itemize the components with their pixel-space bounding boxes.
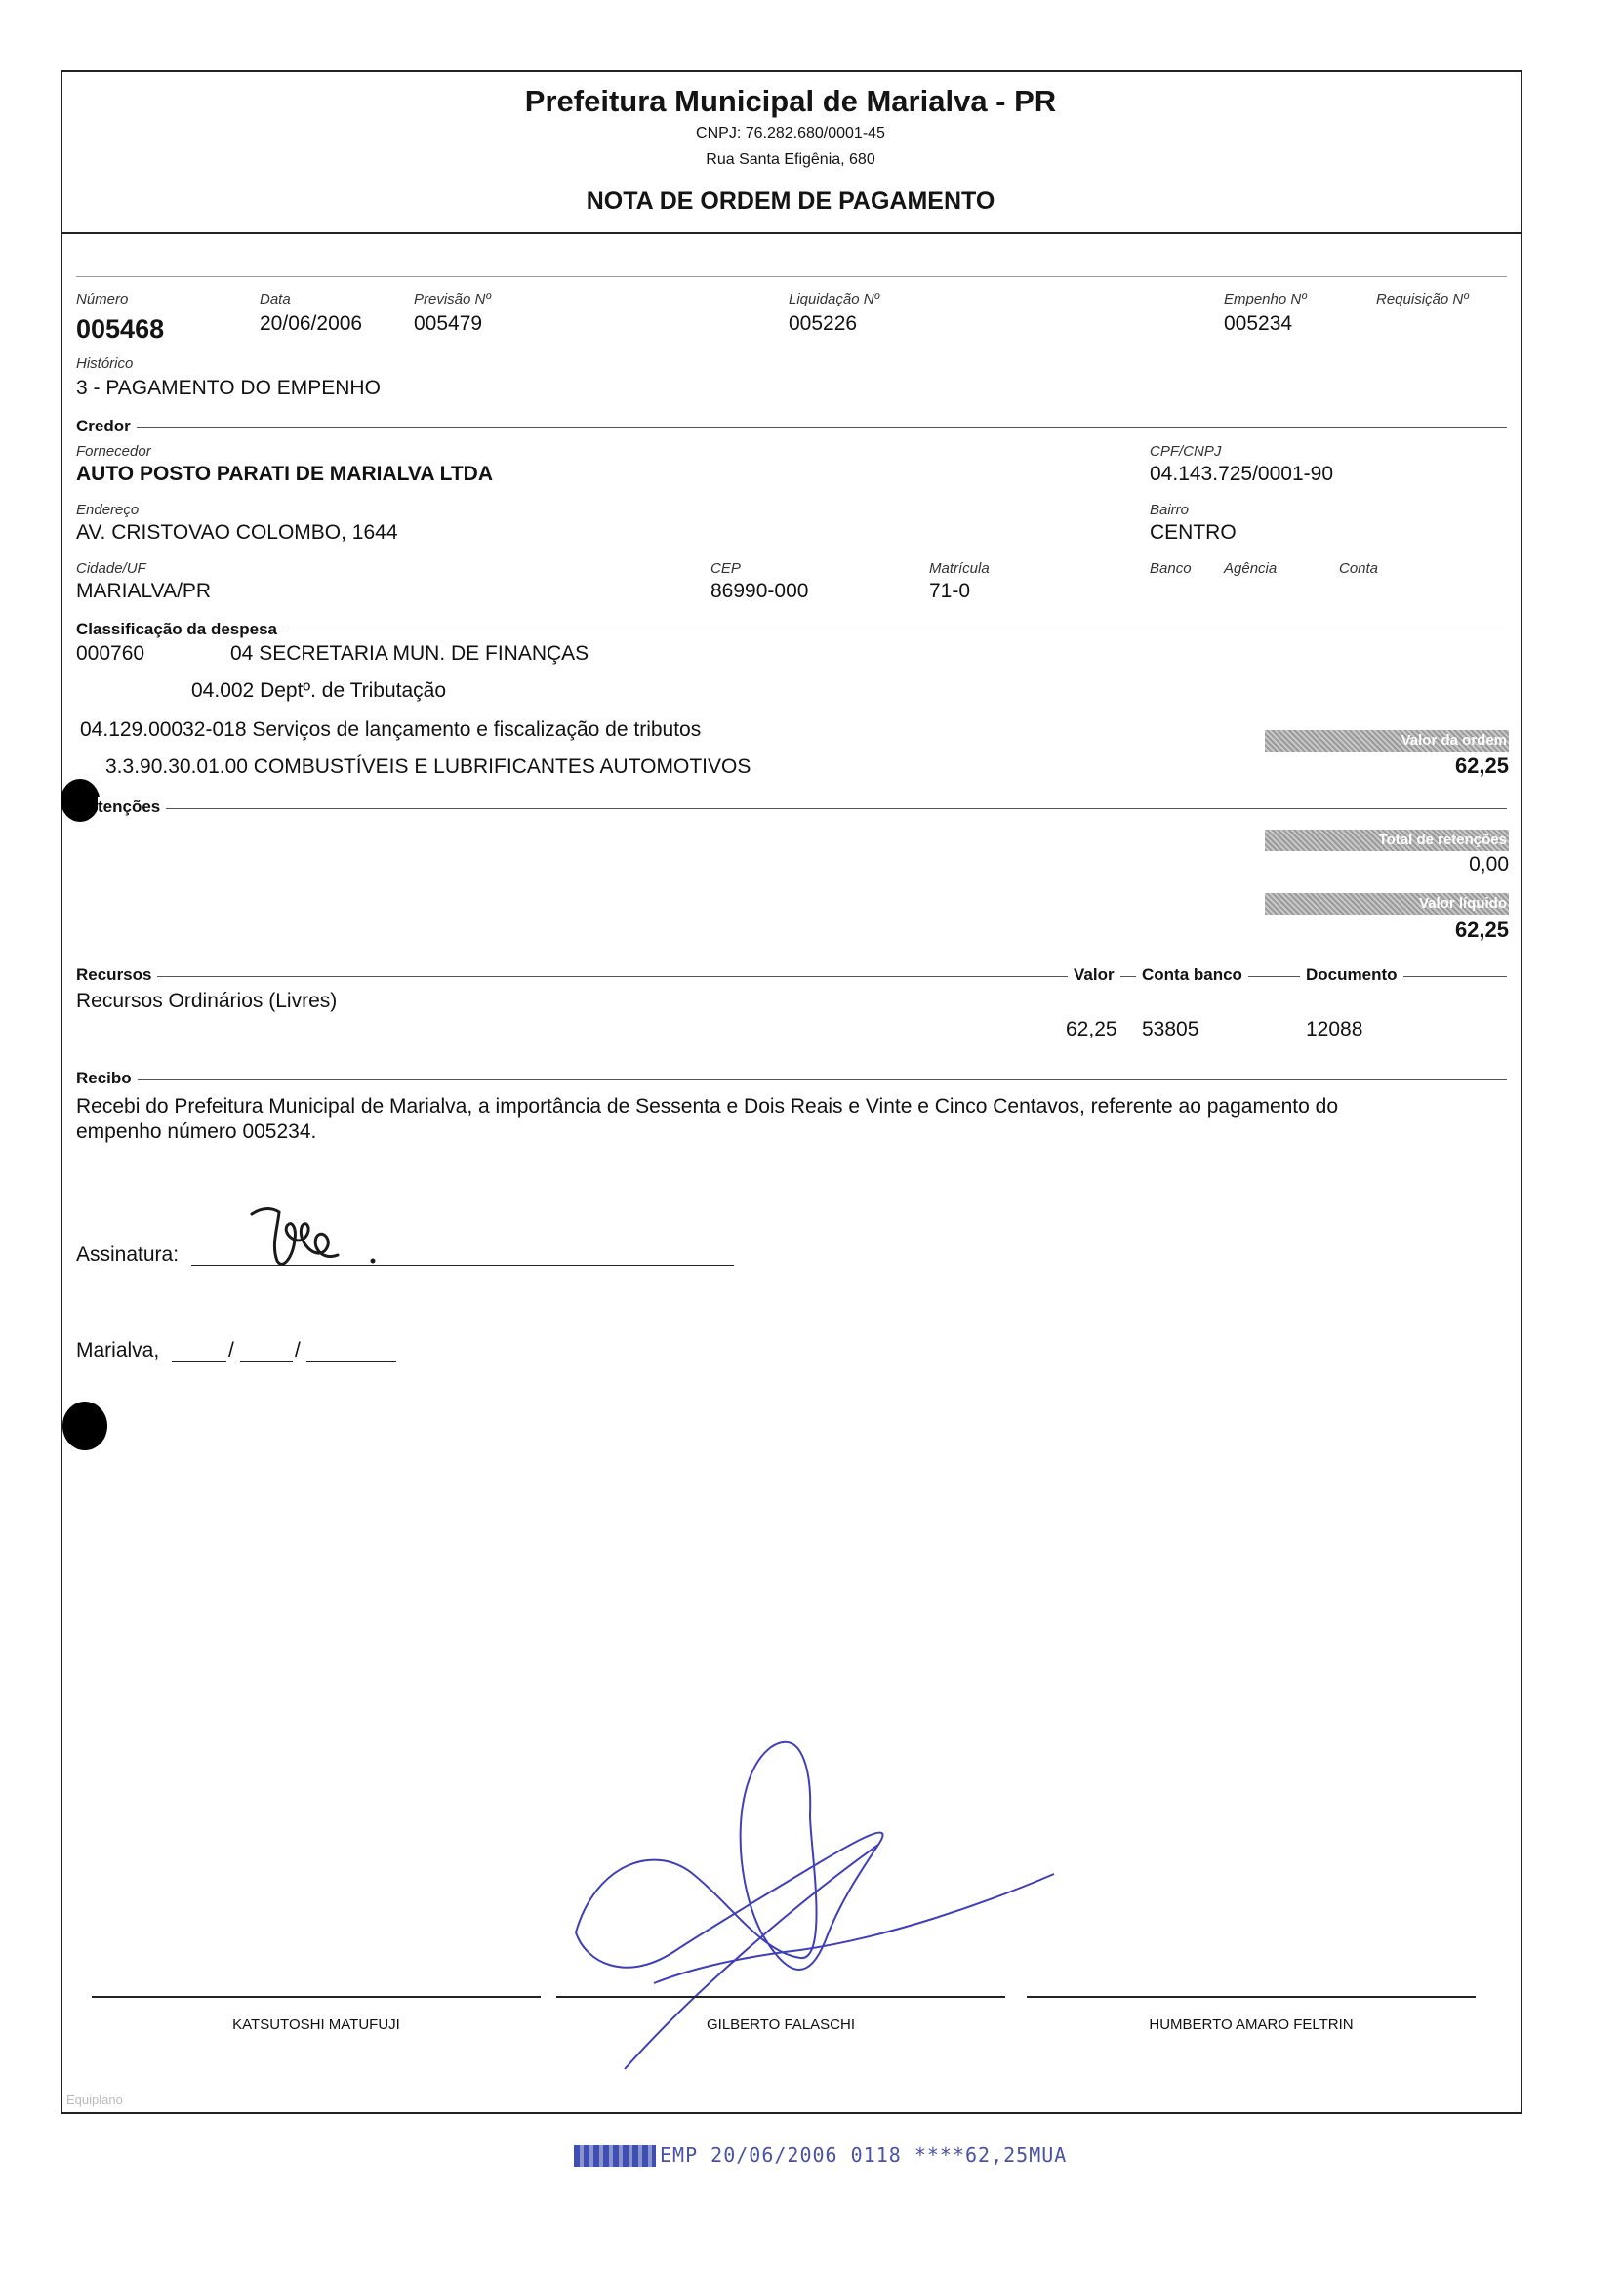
cpf-value: 04.143.725/0001-90 [1150, 463, 1334, 485]
classificacao-heading: Classificação da despesa [76, 620, 283, 639]
previsao-label: Previsão Nº [414, 291, 491, 307]
header-divider [61, 232, 1522, 234]
date-line-month [240, 1361, 293, 1362]
data-label: Data [260, 291, 291, 307]
credor-heading: Credor [76, 417, 137, 436]
recursos-conta-label: Conta banco [1136, 965, 1248, 985]
cep-value: 86990-000 [710, 580, 809, 602]
cep-label: CEP [710, 560, 741, 577]
assinatura-label: Assinatura: [76, 1243, 180, 1266]
valor-ordem-value: 62,25 [1454, 753, 1509, 778]
fornecedor-label: Fornecedor [76, 443, 151, 460]
recursos-rule [76, 976, 1507, 977]
signature-name-1: KATSUTOSHI MATUFUJI [232, 2016, 400, 2033]
signature-name-3: HUMBERTO AMARO FELTRIN [1149, 2016, 1354, 2033]
date-line-year [306, 1361, 396, 1362]
recibo-text-line2: empenho número 005234. [76, 1120, 317, 1143]
endereco-label: Endereço [76, 502, 140, 518]
handwritten-signature [244, 1200, 400, 1279]
header-address: Rua Santa Efigênia, 680 [706, 151, 875, 168]
bairro-label: Bairro [1150, 502, 1190, 518]
signature-line-1 [92, 1996, 541, 1998]
valor-ordem-label: Valor da ordem [1401, 732, 1507, 749]
empenho-label: Empenho Nº [1224, 291, 1307, 307]
retencoes-heading: tenções [98, 797, 166, 817]
recibo-text-line1: Recebi do Prefeitura Municipal de Marialva, a importância de Sessenta e Dois Reais e Vinte e Cinco Centavos, referente ao pagamento do [76, 1095, 1339, 1118]
requisicao-label: Requisição Nº [1376, 291, 1469, 307]
signature-line-3 [1027, 1996, 1476, 1998]
recursos-conta: 53805 [1142, 1018, 1199, 1040]
recursos-valor-label: Valor [1068, 965, 1120, 985]
historico-label: Histórico [76, 355, 134, 372]
cpf-label: CPF/CNPJ [1150, 443, 1222, 460]
previsao-value: 005479 [414, 312, 483, 335]
conta-label: Conta [1339, 560, 1379, 577]
top-rule [76, 276, 1507, 277]
recursos-descricao: Recursos Ordinários (Livres) [76, 990, 338, 1012]
software-watermark: Equiplano [66, 2093, 123, 2107]
banco-label: Banco [1150, 560, 1192, 577]
classificacao-programa: 04.129.00032-018 Serviços de lançamento e fiscalização de tributos [80, 718, 702, 741]
recursos-valor: 62,25 [1066, 1018, 1117, 1040]
classificacao-elemento: 3.3.90.30.01.00 COMBUSTÍVEIS E LUBRIFICANTES AUTOMOTIVOS [105, 755, 751, 778]
signature-name-2: GILBERTO FALASCHI [707, 2016, 855, 2033]
classificacao-secretaria: 04 SECRETARIA MUN. DE FINANÇAS [230, 642, 589, 665]
date-line-day [172, 1361, 226, 1362]
endereco-value: AV. CRISTOVAO COLOMBO, 1644 [76, 521, 398, 544]
recursos-documento: 12088 [1306, 1018, 1363, 1040]
recibo-rule [76, 1079, 1507, 1080]
retencoes-rule [98, 808, 1507, 809]
liquidacao-label: Liquidação Nº [789, 291, 880, 307]
cidade-label: Cidade/UF [76, 560, 146, 577]
valor-liquido-label: Valor líquido [1418, 895, 1507, 912]
classificacao-departamento: 04.002 Deptº. de Tributação [191, 679, 447, 702]
fornecedor-value: AUTO POSTO PARATI DE MARIALVA LTDA [76, 463, 493, 485]
date-slash-1: / [228, 1339, 234, 1362]
agencia-label: Agência [1224, 560, 1278, 577]
recibo-heading: Recibo [76, 1069, 138, 1088]
header-cnpj: CNPJ: 76.282.680/0001-45 [696, 125, 885, 142]
empenho-value: 005234 [1224, 312, 1293, 335]
data-value: 20/06/2006 [260, 312, 363, 335]
historico-value: 3 - PAGAMENTO DO EMPENHO [76, 377, 381, 399]
valor-liquido-bar [1265, 893, 1509, 915]
authentication-stamp-logo [574, 2145, 656, 2167]
credor-rule [76, 427, 1507, 428]
total-retencoes-label: Total de retenções [1378, 832, 1507, 848]
liquidacao-value: 005226 [789, 312, 858, 335]
blue-ink-signature [566, 1728, 1074, 2089]
recursos-documento-label: Documento [1300, 965, 1403, 985]
punch-hole-top [61, 779, 100, 822]
numero-label: Número [76, 291, 129, 307]
page-title: Prefeitura Municipal de Marialva - PR [524, 84, 1057, 118]
bairro-value: CENTRO [1150, 521, 1237, 544]
punch-hole-bottom [62, 1402, 107, 1450]
authentication-stamp: EMP 20/06/2006 0118 ****62,25MUA [660, 2143, 1068, 2167]
recursos-heading: Recursos [76, 965, 157, 985]
local-data-label: Marialva, [76, 1339, 160, 1362]
matricula-label: Matrícula [929, 560, 990, 577]
document-title: NOTA DE ORDEM DE PAGAMENTO [586, 187, 995, 215]
valor-ordem-bar [1265, 730, 1509, 752]
matricula-value: 71-0 [929, 580, 971, 602]
cidade-value: MARIALVA/PR [76, 580, 212, 602]
signature-line-2 [556, 1996, 1005, 1998]
numero-value: 005468 [76, 314, 165, 344]
total-retencoes-value: 0,00 [1469, 853, 1509, 875]
date-slash-2: / [295, 1339, 301, 1362]
total-retencoes-bar [1265, 830, 1509, 851]
valor-liquido-value: 62,25 [1454, 917, 1509, 942]
classificacao-code: 000760 [76, 642, 145, 665]
